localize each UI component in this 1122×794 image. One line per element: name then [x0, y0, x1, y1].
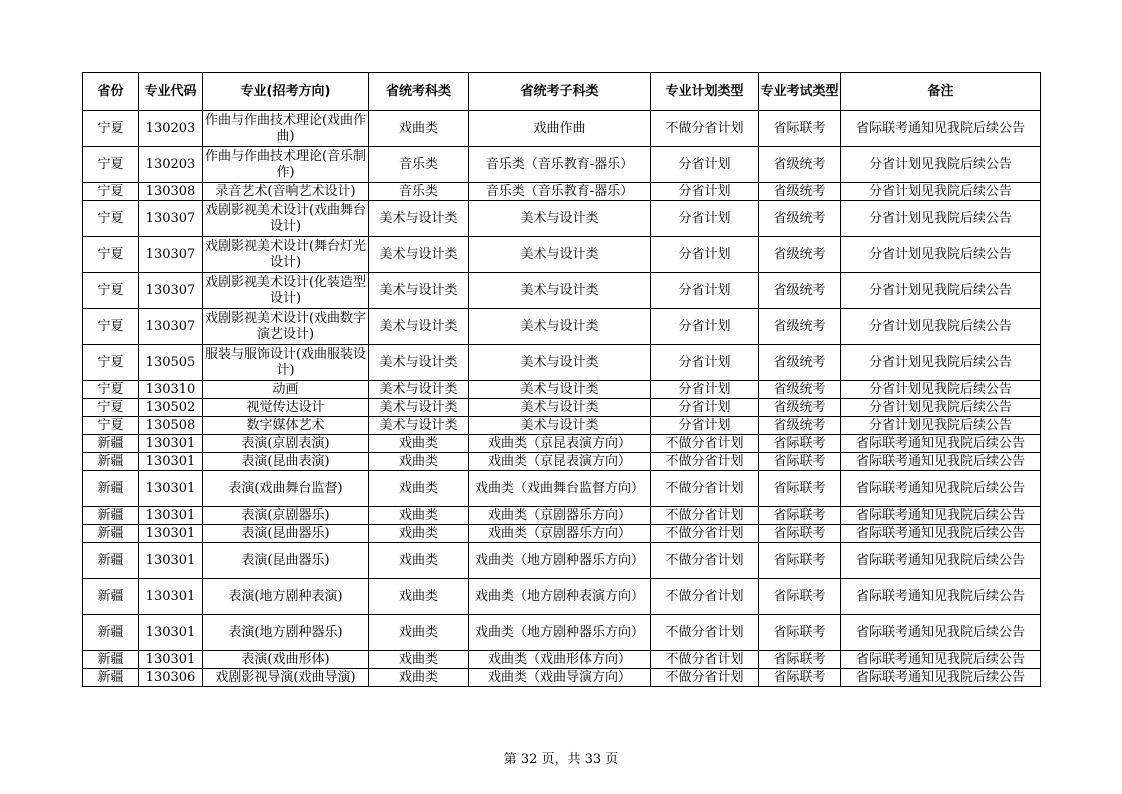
- cell-note: 省际联考通知见我院后续公告: [841, 471, 1041, 507]
- cell-plan-type: 分省计划: [651, 417, 759, 435]
- cell-major: 数字媒体艺术: [203, 417, 369, 435]
- cell-major: 作曲与作曲技术理论(音乐制作): [203, 147, 369, 183]
- table-row: [83, 543, 1041, 579]
- cell-category: 美术与设计类: [369, 417, 469, 435]
- cell-note: 分省计划见我院后续公告: [841, 147, 1041, 183]
- cell-exam-type: 省际联考: [759, 525, 841, 543]
- cell-note: 分省计划见我院后续公告: [841, 345, 1041, 381]
- header-note: 备注: [841, 73, 1041, 111]
- table-row: [83, 237, 1041, 273]
- cell-category: 美术与设计类: [369, 237, 469, 273]
- cell-plan-type: 分省计划: [651, 201, 759, 237]
- cell-major: 戏剧影视美术设计(舞台灯光设计): [203, 237, 369, 273]
- cell-province: 宁夏: [83, 147, 139, 183]
- cell-subcategory: 美术与设计类: [469, 237, 651, 273]
- cell-province: 宁夏: [83, 201, 139, 237]
- cell-plan-type: 不做分省计划: [651, 615, 759, 651]
- cell-code: 130307: [139, 237, 203, 273]
- cell-exam-type: 省际联考: [759, 669, 841, 687]
- cell-note: 分省计划见我院后续公告: [841, 399, 1041, 417]
- cell-note: 分省计划见我院后续公告: [841, 273, 1041, 309]
- cell-exam-type: 省级统考: [759, 381, 841, 399]
- cell-plan-type: 不做分省计划: [651, 111, 759, 147]
- cell-note: 省际联考通知见我院后续公告: [841, 507, 1041, 525]
- cell-note: 省际联考通知见我院后续公告: [841, 615, 1041, 651]
- cell-plan-type: 分省计划: [651, 183, 759, 201]
- cell-major: 表演(京剧表演): [203, 435, 369, 453]
- cell-exam-type: 省级统考: [759, 183, 841, 201]
- cell-note: 省际联考通知见我院后续公告: [841, 579, 1041, 615]
- cell-province: 新疆: [83, 471, 139, 507]
- cell-code: 130301: [139, 453, 203, 471]
- cell-category: 美术与设计类: [369, 201, 469, 237]
- cell-plan-type: 分省计划: [651, 345, 759, 381]
- cell-plan-type: 分省计划: [651, 381, 759, 399]
- table-row: [83, 183, 1041, 201]
- cell-category: 戏曲类: [369, 651, 469, 669]
- cell-plan-type: 分省计划: [651, 237, 759, 273]
- cell-code: 130301: [139, 435, 203, 453]
- cell-note: 省际联考通知见我院后续公告: [841, 525, 1041, 543]
- cell-province: 宁夏: [83, 345, 139, 381]
- cell-exam-type: 省际联考: [759, 579, 841, 615]
- cell-province: 新疆: [83, 579, 139, 615]
- cell-note: 省际联考通知见我院后续公告: [841, 111, 1041, 147]
- cell-major: 戏剧影视美术设计(戏曲舞台设计): [203, 201, 369, 237]
- cell-province: 宁夏: [83, 381, 139, 399]
- cell-code: 130307: [139, 309, 203, 345]
- cell-exam-type: 省级统考: [759, 273, 841, 309]
- cell-subcategory: 美术与设计类: [469, 201, 651, 237]
- cell-code: 130203: [139, 147, 203, 183]
- cell-exam-type: 省际联考: [759, 435, 841, 453]
- cell-subcategory: 戏曲类（地方剧种器乐方向）: [469, 615, 651, 651]
- header-major: 专业(招考方向): [203, 73, 369, 111]
- cell-major: 表演(戏曲舞台监督): [203, 471, 369, 507]
- cell-exam-type: 省级统考: [759, 417, 841, 435]
- cell-subcategory: 戏曲类（戏曲导演方向）: [469, 669, 651, 687]
- cell-note: 分省计划见我院后续公告: [841, 201, 1041, 237]
- cell-major: 戏剧影视导演(戏曲导演): [203, 669, 369, 687]
- cell-code: 130301: [139, 525, 203, 543]
- table-row: [83, 417, 1041, 435]
- cell-major: 戏剧影视美术设计(化装造型设计): [203, 273, 369, 309]
- cell-category: 戏曲类: [369, 615, 469, 651]
- cell-province: 新疆: [83, 435, 139, 453]
- cell-major: 作曲与作曲技术理论(戏曲作曲): [203, 111, 369, 147]
- cell-plan-type: 不做分省计划: [651, 471, 759, 507]
- table-row: [83, 435, 1041, 453]
- cell-code: 130310: [139, 381, 203, 399]
- table-row: [83, 471, 1041, 507]
- cell-major: 表演(昆曲器乐): [203, 543, 369, 579]
- cell-subcategory: 戏曲类（地方剧种表演方向）: [469, 579, 651, 615]
- cell-plan-type: 不做分省计划: [651, 507, 759, 525]
- table-row: [83, 111, 1041, 147]
- cell-subcategory: 戏曲类（京剧器乐方向）: [469, 507, 651, 525]
- cell-category: 美术与设计类: [369, 381, 469, 399]
- cell-subcategory: 美术与设计类: [469, 381, 651, 399]
- cell-plan-type: 不做分省计划: [651, 651, 759, 669]
- cell-subcategory: 美术与设计类: [469, 417, 651, 435]
- header-code: 专业代码: [139, 73, 203, 111]
- cell-exam-type: 省际联考: [759, 111, 841, 147]
- cell-note: 省际联考通知见我院后续公告: [841, 435, 1041, 453]
- cell-exam-type: 省际联考: [759, 453, 841, 471]
- cell-code: 130301: [139, 471, 203, 507]
- table-row: [83, 669, 1041, 687]
- cell-subcategory: 美术与设计类: [469, 309, 651, 345]
- cell-subcategory: 音乐类（音乐教育-器乐）: [469, 147, 651, 183]
- table-row: [83, 507, 1041, 525]
- table-row: [83, 615, 1041, 651]
- header-plan-type: 专业计划类型: [651, 73, 759, 111]
- cell-exam-type: 省际联考: [759, 471, 841, 507]
- cell-category: 音乐类: [369, 183, 469, 201]
- cell-code: 130307: [139, 201, 203, 237]
- cell-code: 130505: [139, 345, 203, 381]
- cell-code: 130301: [139, 579, 203, 615]
- cell-category: 戏曲类: [369, 471, 469, 507]
- header-exam-type: 专业考试类型: [759, 73, 841, 111]
- cell-note: 省际联考通知见我院后续公告: [841, 669, 1041, 687]
- table-row: [83, 651, 1041, 669]
- table-row: [83, 399, 1041, 417]
- cell-code: 130301: [139, 615, 203, 651]
- cell-major: 表演(地方剧种器乐): [203, 615, 369, 651]
- cell-plan-type: 分省计划: [651, 273, 759, 309]
- cell-subcategory: 美术与设计类: [469, 399, 651, 417]
- table-row: [83, 147, 1041, 183]
- cell-category: 美术与设计类: [369, 399, 469, 417]
- cell-plan-type: 分省计划: [651, 147, 759, 183]
- table-header-row: [83, 73, 1041, 111]
- cell-subcategory: 戏曲类（地方剧种器乐方向）: [469, 543, 651, 579]
- cell-plan-type: 分省计划: [651, 399, 759, 417]
- cell-subcategory: 戏曲作曲: [469, 111, 651, 147]
- cell-major: 表演(地方剧种表演): [203, 579, 369, 615]
- cell-plan-type: 不做分省计划: [651, 543, 759, 579]
- cell-province: 新疆: [83, 651, 139, 669]
- cell-note: 分省计划见我院后续公告: [841, 237, 1041, 273]
- cell-category: 戏曲类: [369, 669, 469, 687]
- cell-subcategory: 戏曲类（京昆表演方向）: [469, 453, 651, 471]
- cell-province: 新疆: [83, 669, 139, 687]
- table-row: [83, 525, 1041, 543]
- cell-exam-type: 省际联考: [759, 507, 841, 525]
- cell-plan-type: 分省计划: [651, 309, 759, 345]
- table-row: [83, 579, 1041, 615]
- cell-category: 美术与设计类: [369, 309, 469, 345]
- cell-plan-type: 不做分省计划: [651, 579, 759, 615]
- cell-major: 服装与服饰设计(戏曲服装设计): [203, 345, 369, 381]
- cell-code: 130508: [139, 417, 203, 435]
- header-subcategory: 省统考子科类: [469, 73, 651, 111]
- cell-category: 戏曲类: [369, 543, 469, 579]
- cell-category: 戏曲类: [369, 453, 469, 471]
- cell-note: 分省计划见我院后续公告: [841, 309, 1041, 345]
- cell-plan-type: 不做分省计划: [651, 525, 759, 543]
- cell-plan-type: 不做分省计划: [651, 453, 759, 471]
- cell-major: 录音艺术(音响艺术设计): [203, 183, 369, 201]
- cell-province: 新疆: [83, 525, 139, 543]
- table-row: [83, 453, 1041, 471]
- cell-category: 美术与设计类: [369, 345, 469, 381]
- cell-province: 宁夏: [83, 417, 139, 435]
- cell-subcategory: 戏曲类（京昆表演方向）: [469, 435, 651, 453]
- cell-exam-type: 省级统考: [759, 147, 841, 183]
- cell-subcategory: 戏曲类（京剧器乐方向）: [469, 525, 651, 543]
- cell-subcategory: 音乐类（音乐教育-器乐）: [469, 183, 651, 201]
- cell-subcategory: 美术与设计类: [469, 273, 651, 309]
- cell-province: 宁夏: [83, 273, 139, 309]
- cell-code: 130301: [139, 543, 203, 579]
- cell-plan-type: 不做分省计划: [651, 669, 759, 687]
- cell-code: 130308: [139, 183, 203, 201]
- cell-province: 新疆: [83, 543, 139, 579]
- cell-major: 表演(昆曲表演): [203, 453, 369, 471]
- cell-category: 戏曲类: [369, 507, 469, 525]
- table-body: [83, 111, 1041, 687]
- cell-major: 戏剧影视美术设计(戏曲数字演艺设计): [203, 309, 369, 345]
- cell-province: 宁夏: [83, 111, 139, 147]
- cell-province: 新疆: [83, 507, 139, 525]
- cell-note: 省际联考通知见我院后续公告: [841, 543, 1041, 579]
- cell-subcategory: 戏曲类（戏曲舞台监督方向）: [469, 471, 651, 507]
- cell-note: 分省计划见我院后续公告: [841, 183, 1041, 201]
- cell-province: 宁夏: [83, 237, 139, 273]
- cell-note: 省际联考通知见我院后续公告: [841, 651, 1041, 669]
- cell-province: 宁夏: [83, 399, 139, 417]
- cell-province: 宁夏: [83, 183, 139, 201]
- cell-category: 美术与设计类: [369, 273, 469, 309]
- admissions-table: [82, 72, 1041, 687]
- cell-exam-type: 省级统考: [759, 309, 841, 345]
- cell-category: 戏曲类: [369, 111, 469, 147]
- table-row: [83, 345, 1041, 381]
- cell-note: 分省计划见我院后续公告: [841, 417, 1041, 435]
- cell-plan-type: 不做分省计划: [651, 435, 759, 453]
- cell-major: 表演(京剧器乐): [203, 507, 369, 525]
- header-category: 省统考科类: [369, 73, 469, 111]
- cell-category: 戏曲类: [369, 435, 469, 453]
- cell-major: 视觉传达设计: [203, 399, 369, 417]
- table-row: [83, 201, 1041, 237]
- cell-code: 130301: [139, 651, 203, 669]
- cell-exam-type: 省级统考: [759, 345, 841, 381]
- cell-exam-type: 省级统考: [759, 201, 841, 237]
- page-footer: 第 32 页，共 33 页: [503, 752, 619, 767]
- cell-exam-type: 省际联考: [759, 615, 841, 651]
- cell-exam-type: 省际联考: [759, 651, 841, 669]
- header-province: 省份: [83, 73, 139, 111]
- cell-category: 音乐类: [369, 147, 469, 183]
- cell-category: 戏曲类: [369, 579, 469, 615]
- cell-major: 动画: [203, 381, 369, 399]
- cell-code: 130203: [139, 111, 203, 147]
- cell-major: 表演(戏曲形体): [203, 651, 369, 669]
- cell-code: 130306: [139, 669, 203, 687]
- cell-note: 省际联考通知见我院后续公告: [841, 453, 1041, 471]
- table-row: [83, 381, 1041, 399]
- cell-note: 分省计划见我院后续公告: [841, 381, 1041, 399]
- cell-province: 新疆: [83, 615, 139, 651]
- cell-major: 表演(昆曲器乐): [203, 525, 369, 543]
- cell-exam-type: 省级统考: [759, 237, 841, 273]
- cell-code: 130502: [139, 399, 203, 417]
- cell-province: 新疆: [83, 453, 139, 471]
- cell-subcategory: 美术与设计类: [469, 345, 651, 381]
- cell-category: 戏曲类: [369, 525, 469, 543]
- cell-code: 130307: [139, 273, 203, 309]
- table-row: [83, 309, 1041, 345]
- cell-province: 宁夏: [83, 309, 139, 345]
- table-row: [83, 273, 1041, 309]
- cell-subcategory: 戏曲类（戏曲形体方向）: [469, 651, 651, 669]
- cell-exam-type: 省级统考: [759, 399, 841, 417]
- cell-code: 130301: [139, 507, 203, 525]
- cell-exam-type: 省际联考: [759, 543, 841, 579]
